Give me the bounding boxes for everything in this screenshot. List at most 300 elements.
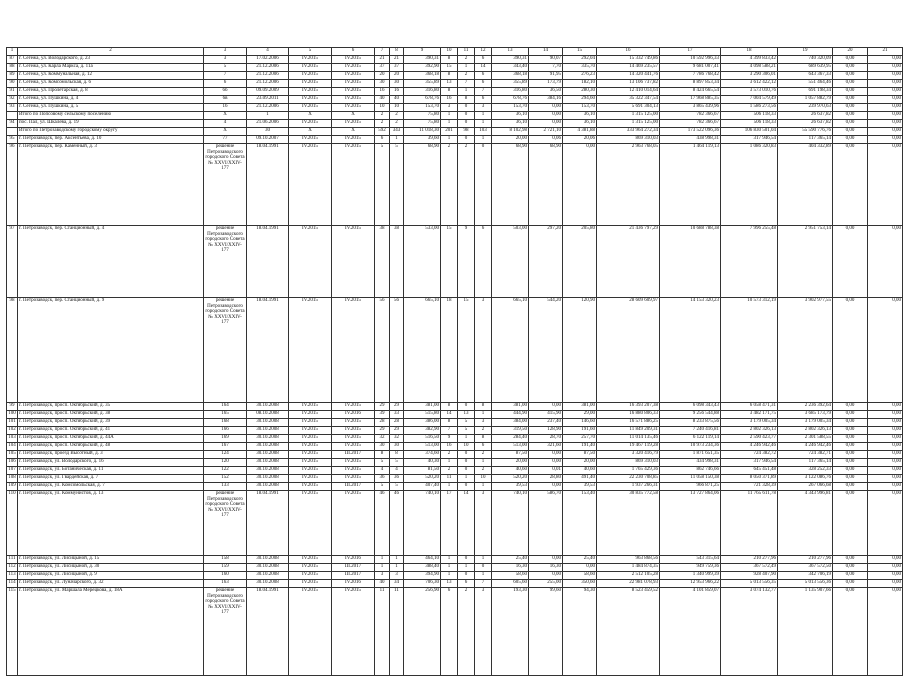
- table-cell: 1: [475, 483, 492, 491]
- table-cell: 110: [7, 491, 18, 556]
- table-cell: 9: [458, 226, 475, 298]
- table-cell: 1: [458, 88, 475, 96]
- table-cell: 392,90: [404, 64, 441, 72]
- table-row: [7, 580, 903, 588]
- table-cell: IV.2015: [332, 459, 375, 467]
- table-cell: 39,60: [404, 136, 441, 144]
- table-cell: IV.2015: [289, 136, 332, 144]
- table-cell: 193,30: [492, 588, 529, 676]
- table-cell: 55 590 776,76: [778, 128, 833, 136]
- table-cell: 14 153 320,23: [660, 298, 721, 403]
- table-cell: 117 365,14: [778, 459, 833, 467]
- table-cell: IV.2015: [289, 580, 332, 588]
- table-row: [7, 427, 903, 435]
- table-cell: IV.2015: [289, 72, 332, 80]
- table-cell: г. Петрозаводск, ул. Лисицыной, д. 30: [18, 564, 204, 572]
- table-cell: 1: [441, 136, 458, 144]
- table-cell: 16: [441, 443, 458, 451]
- table-cell: 386,00: [404, 419, 441, 427]
- table-cell: IV.2015: [289, 572, 332, 580]
- table-cell: 3: [390, 572, 404, 580]
- table-cell: 13: [458, 411, 475, 419]
- table-cell: 30.10.2008: [247, 427, 289, 435]
- table-cell: 87: [7, 56, 18, 64]
- table-cell: 0,00: [868, 128, 903, 136]
- table-cell: 94: [7, 120, 18, 128]
- table-cell: 182,10: [563, 80, 597, 88]
- table-cell: 368,18: [404, 72, 441, 80]
- table-cell: 68,90: [404, 144, 441, 226]
- table-cell: 30.10.2008: [247, 403, 289, 411]
- table-cell: 113: [7, 572, 18, 580]
- table-cell: 1 765 429,36: [597, 467, 660, 475]
- table-cell: 0,00: [833, 72, 868, 80]
- table-cell: 0,00: [868, 427, 903, 435]
- table-cell: 1 464 119,13: [660, 144, 721, 226]
- column-number: 5: [289, 48, 332, 56]
- table-cell: 6: [375, 136, 390, 144]
- table-cell: 16,30: [529, 564, 563, 572]
- table-cell: 333 964 272,34: [597, 128, 660, 136]
- table-cell: 0,00: [529, 403, 563, 411]
- table-cell: 0,00: [529, 120, 563, 128]
- table-cell: 12 410 014,64: [597, 88, 660, 96]
- table-cell: 0,00: [529, 483, 563, 491]
- table-cell: 966 871,25: [660, 483, 721, 491]
- table-cell: 513,00: [492, 443, 529, 451]
- table-cell: 0,00: [833, 88, 868, 96]
- table-row: [7, 112, 903, 120]
- table-cell: 9 681 007,41: [660, 64, 721, 72]
- table-cell: г. Сегежа, ул. Володарского, д. 23: [18, 56, 204, 64]
- table-cell: 93: [7, 104, 18, 112]
- table-cell: 30.10.2008: [247, 556, 289, 564]
- table-cell: 10: [475, 475, 492, 483]
- table-row: [7, 475, 903, 483]
- table-cell: 28 609 609,97: [597, 298, 660, 403]
- table-cell: 169: [204, 435, 247, 443]
- column-number: 7: [375, 48, 390, 56]
- table-cell: 0,00: [868, 56, 903, 64]
- table-cell: 0,00: [868, 136, 903, 144]
- table-cell: 16: [390, 88, 404, 96]
- table-cell: 163: [204, 580, 247, 588]
- table-cell: 15: [458, 298, 475, 403]
- table-cell: 30.10.2008: [247, 483, 289, 491]
- table-cell: 2: [375, 120, 390, 128]
- table-cell: г. Петрозаводск, пер. Станционный, д. 4: [18, 226, 204, 298]
- table-cell: IV.2015: [332, 80, 375, 88]
- table-cell: 665,10: [492, 298, 529, 403]
- table-cell: 297,20: [529, 226, 563, 298]
- table-row: [7, 56, 903, 64]
- table-cell: 407,40: [404, 483, 441, 491]
- table-cell: IV.2015: [289, 467, 332, 475]
- table-cell: 32: [390, 435, 404, 443]
- table-cell: 0,00: [833, 556, 868, 564]
- table-cell: 35 322 347,54: [597, 96, 660, 104]
- table-cell: 10 688 788,38: [660, 226, 721, 298]
- table-cell: 99: [7, 403, 18, 411]
- table-cell: 0,00: [833, 96, 868, 104]
- table-cell: 30: [247, 128, 289, 136]
- table-cell: 30.10.2008: [247, 451, 289, 459]
- table-cell: г. Петрозаводск, просп. Октябрьский, д. 44А: [18, 435, 204, 443]
- table-cell: 2 963 768,05: [597, 144, 660, 226]
- table-cell: 16 880 806,33: [597, 411, 660, 419]
- table-row: [7, 451, 903, 459]
- table-cell: 75,80: [404, 112, 441, 120]
- table-cell: 30: [375, 443, 390, 451]
- table-cell: 7: [441, 427, 458, 435]
- table-cell: 56: [390, 298, 404, 403]
- table-cell: 17 968 885,35: [660, 96, 721, 104]
- table-cell: 10 573 312,19: [721, 298, 778, 403]
- table-row: [7, 80, 903, 88]
- table-cell: 32: [375, 435, 390, 443]
- table-cell: 343,40: [492, 64, 529, 72]
- table-cell: г. Петрозаводск, ул. Комсомольская, д. 7: [18, 483, 204, 491]
- table-cell: IV.2015: [289, 120, 332, 128]
- table-cell: IV.2016: [332, 411, 375, 419]
- table-cell: 14 469 235,57: [597, 64, 660, 72]
- table-cell: 30.10.2008: [247, 435, 289, 443]
- table-cell: 740 320,09: [778, 56, 833, 64]
- table-cell: 678,76: [492, 96, 529, 104]
- table-cell: 173 522 096,36: [660, 128, 721, 136]
- table-cell: 1: [475, 572, 492, 580]
- table-cell: 0,00: [833, 451, 868, 459]
- table-cell: 533,00: [404, 226, 441, 298]
- table-cell: 81,50: [404, 467, 441, 475]
- table-cell: 21 436 797,29: [597, 226, 660, 298]
- table-cell: 58,60: [563, 572, 597, 580]
- table-cell: 10 973 234,36: [660, 443, 721, 451]
- table-cell: 160: [204, 572, 247, 580]
- table-cell: 21.12.2006: [247, 64, 289, 72]
- table-cell: пос. Пал, ул. Шкалева, д. 19: [18, 120, 204, 128]
- table-cell: III.2017: [332, 572, 375, 580]
- table-cell: 25,40: [563, 556, 597, 564]
- table-cell: 1 937 266,31: [597, 483, 660, 491]
- table-cell: 30.10.2008: [247, 580, 289, 588]
- table-cell: 106: [7, 459, 18, 467]
- table-cell: 724 382,71: [778, 451, 833, 459]
- table-cell: 201: [441, 128, 458, 136]
- table-cell: IV.2015: [332, 419, 375, 427]
- table-cell: 384,16: [529, 96, 563, 104]
- table-cell: IV.2015: [332, 467, 375, 475]
- table-cell: 381,00: [492, 403, 529, 411]
- table-cell: 30 835 772,58: [597, 491, 660, 556]
- table-cell: IV.2015: [289, 88, 332, 96]
- table-cell: 782 366,67: [660, 112, 721, 120]
- table-cell: 506 118,33: [721, 120, 778, 128]
- table-cell: 1: [475, 120, 492, 128]
- table-row: [7, 419, 903, 427]
- table-cell: 103: [7, 435, 18, 443]
- table-cell: IV.2015: [332, 64, 375, 72]
- table-row: [7, 144, 903, 226]
- table-cell: IV.2015: [332, 88, 375, 96]
- table-cell: 210 277,96: [778, 556, 833, 564]
- table-cell: 21.12.2006: [247, 72, 289, 80]
- table-cell: 36,50: [529, 88, 563, 96]
- table-cell: IV.2015: [332, 403, 375, 411]
- table-cell: 513,00: [404, 443, 441, 451]
- table-cell: 0,00: [833, 128, 868, 136]
- table-cell: 108: [7, 475, 18, 483]
- table-cell: 29,00: [563, 411, 597, 419]
- table-cell: 503,00: [492, 226, 529, 298]
- table-cell: г. Сегежа, ул. Пушкина, д. 5: [18, 104, 204, 112]
- table-cell: [7, 112, 18, 120]
- table-cell: 665,10: [404, 298, 441, 403]
- table-cell: 30.10.2008: [247, 572, 289, 580]
- table-row: [7, 226, 903, 298]
- table-cell: 101: [7, 419, 18, 427]
- table-cell: 29: [375, 403, 390, 411]
- table-cell: 1: [475, 112, 492, 120]
- table-cell: 321,60: [529, 443, 563, 451]
- table-row: [7, 564, 903, 572]
- table-cell: 10: [390, 104, 404, 112]
- table-cell: 0: [458, 467, 475, 475]
- table-cell: 0: [458, 112, 475, 120]
- table-cell: 7 004 579,49: [721, 96, 778, 104]
- table-cell: IV.2015: [289, 80, 332, 88]
- table-cell: 120: [204, 459, 247, 467]
- table-cell: 11: [390, 588, 404, 676]
- table-cell: 0,00: [833, 104, 868, 112]
- table-cell: 14: [475, 64, 492, 72]
- table-cell: 724 382,72: [721, 451, 778, 459]
- table-cell: 91,95: [529, 72, 563, 80]
- table-cell: 239 970,63: [778, 104, 833, 112]
- table-cell: 0,00: [833, 588, 868, 676]
- table-cell: 29: [390, 403, 404, 411]
- table-cell: 153,70: [404, 104, 441, 112]
- table-cell: 368,18: [492, 72, 529, 80]
- table-cell: 14: [458, 491, 475, 556]
- table-cell: 0,00: [868, 451, 903, 459]
- table-cell: 520,20: [404, 475, 441, 483]
- table-cell: 153,70: [492, 104, 529, 112]
- table-cell: 3 573 010,76: [721, 88, 778, 96]
- table-cell: 350,60: [563, 580, 597, 588]
- table-cell: 0,00: [833, 443, 868, 451]
- table-cell: 0,00: [833, 136, 868, 144]
- table-cell: 18.04.1991: [247, 588, 289, 676]
- table-cell: 390,31: [492, 56, 529, 64]
- table-cell: Итого по Петрозаводскому городскому округу: [18, 128, 204, 136]
- table-cell: 122: [204, 467, 247, 475]
- table-cell: г. Сегежа, ул. Коммунальная, д. 12: [18, 72, 204, 80]
- table-cell: 0,00: [868, 88, 903, 96]
- table-cell: 0,00: [529, 104, 563, 112]
- table-cell: 0,00: [833, 64, 868, 72]
- table-cell: 3 290 306,01: [721, 72, 778, 80]
- table-cell: 0,00: [833, 483, 868, 491]
- column-number-row: [7, 48, 903, 56]
- column-number: 16: [597, 48, 660, 56]
- table-cell: Х: [204, 112, 247, 120]
- table-cell: 36,10: [563, 120, 597, 128]
- table-cell: 8: [390, 451, 404, 459]
- table-cell: решение Петрозаводского городского Совета № XXVI/XXIV-177: [204, 298, 247, 403]
- table-cell: 0,00: [833, 459, 868, 467]
- table-cell: 17.02.2006: [247, 56, 289, 64]
- table-cell: 438 998,31: [660, 136, 721, 144]
- table-row: [7, 120, 903, 128]
- table-cell: 5: [458, 427, 475, 435]
- table-row: [7, 435, 903, 443]
- table-cell: 1: [441, 564, 458, 572]
- table-cell: 0,00: [833, 120, 868, 128]
- table-cell: 678,76: [404, 96, 441, 104]
- table-cell: 11: [441, 475, 458, 483]
- table-cell: 415,90: [529, 411, 563, 419]
- table-cell: 28: [390, 419, 404, 427]
- table-cell: IV.2015: [289, 475, 332, 483]
- table-cell: 316,80: [404, 88, 441, 96]
- table-cell: 4: [375, 467, 390, 475]
- table-cell: 0,00: [868, 104, 903, 112]
- table-cell: 8: [458, 96, 475, 104]
- table-cell: 1: [441, 556, 458, 564]
- table-cell: 5: [458, 419, 475, 427]
- column-number: 13: [492, 48, 529, 56]
- table-cell: 102: [7, 427, 18, 435]
- table-cell: 280,30: [563, 88, 597, 96]
- table-cell: 2 721,10: [529, 128, 563, 136]
- table-cell: 2 301 588,55: [778, 435, 833, 443]
- table-cell: 390,31: [404, 56, 441, 64]
- table-cell: 40,60: [492, 467, 529, 475]
- table-cell: 0,00: [868, 572, 903, 580]
- table-cell: 0,01: [529, 467, 563, 475]
- table-cell: 11 058 150,38: [660, 475, 721, 483]
- table-cell: 5: [204, 64, 247, 72]
- table-cell: 90: [7, 80, 18, 88]
- table-cell: 18: [441, 298, 458, 403]
- table-cell: IV.2015: [289, 411, 332, 419]
- table-cell: 16 571 886,25: [597, 419, 660, 427]
- table-cell: 0,00: [833, 572, 868, 580]
- table-cell: 18.04.1991: [247, 226, 289, 298]
- table-cell: 1: [247, 112, 289, 120]
- table-cell: Х: [332, 112, 375, 120]
- table-cell: 210 277,96: [721, 556, 778, 564]
- table-cell: 18.04.1991: [247, 144, 289, 226]
- table-cell: 5 691 304,13: [597, 104, 660, 112]
- table-cell: 112: [7, 564, 18, 572]
- table-cell: 68,90: [529, 144, 563, 226]
- table-cell: 2: [475, 467, 492, 475]
- table-cell: 0,00: [868, 419, 903, 427]
- table-cell: 21.12.2006: [247, 80, 289, 88]
- table-cell: 0,00: [529, 556, 563, 564]
- table-cell: 7: [204, 72, 247, 80]
- table-cell: 30: [375, 80, 390, 88]
- table-cell: 13 106 737,82: [597, 80, 660, 88]
- table-cell: 520,20: [492, 475, 529, 483]
- table-cell: 394,90: [404, 572, 441, 580]
- table-cell: г. Петрозаводск, просп. Октябрьский, д. 39: [18, 419, 204, 427]
- table-cell: 8: [475, 435, 492, 443]
- table-cell: 21.06.2006: [247, 120, 289, 128]
- table-cell: 88: [7, 64, 18, 72]
- table-cell: 0,00: [833, 475, 868, 483]
- table-cell: 1 315 125,00: [597, 120, 660, 128]
- table-cell: 592: [375, 128, 390, 136]
- table-cell: IV.2015: [289, 564, 332, 572]
- table-cell: 0,00: [833, 580, 868, 588]
- table-cell: 586,70: [529, 491, 563, 556]
- table-cell: 0,00: [868, 580, 903, 588]
- table-cell: [7, 128, 18, 136]
- table-cell: решение Петрозаводского городского Совета № XXVI/XXIV-177: [204, 226, 247, 298]
- table-cell: 68,90: [492, 144, 529, 226]
- table-cell: 515,80: [404, 411, 441, 419]
- table-cell: IV.2015: [332, 96, 375, 104]
- table-row: [7, 403, 903, 411]
- table-cell: 691 198,34: [778, 88, 833, 96]
- table-row: [7, 491, 903, 556]
- table-cell: 2: [441, 451, 458, 459]
- table-cell: IV.2015: [289, 226, 332, 298]
- table-cell: IV.2015: [332, 475, 375, 483]
- table-cell: 6: [475, 56, 492, 64]
- table-cell: г. Петрозаводск, ул. Гвардейская, д. 7: [18, 475, 204, 483]
- table-cell: 0: [458, 459, 475, 467]
- table-cell: 1 057 882,79: [778, 96, 833, 104]
- table-cell: 30.10.2008: [247, 467, 289, 475]
- table-cell: 36: [375, 475, 390, 483]
- table-cell: г. Петрозаводск, ул. Коммунистов, д. 13: [18, 491, 204, 556]
- table-cell: 0,00: [868, 467, 903, 475]
- table-cell: 491,40: [563, 475, 597, 483]
- table-cell: 98: [7, 298, 18, 403]
- table-cell: 317 946,54: [721, 459, 778, 467]
- table-cell: 8: [375, 451, 390, 459]
- table-cell: 1: [375, 564, 390, 572]
- table-cell: 103: [475, 128, 492, 136]
- column-number: 1: [7, 48, 18, 56]
- table-cell: 284,40: [492, 435, 529, 443]
- table-cell: 388,40: [404, 564, 441, 572]
- table-cell: 15: [441, 226, 458, 298]
- table-cell: 21.12.2006: [247, 104, 289, 112]
- table-cell: 30.10.2008: [247, 564, 289, 572]
- table-cell: 444,90: [492, 411, 529, 419]
- table-row: [7, 556, 903, 564]
- table-cell: 152: [204, 475, 247, 483]
- table-cell: 1: [441, 459, 458, 467]
- table-cell: 46: [375, 491, 390, 556]
- table-cell: IV.2015: [289, 298, 332, 403]
- table-cell: 0,00: [529, 451, 563, 459]
- table-cell: 36,10: [563, 112, 597, 120]
- table-cell: 13: [441, 580, 458, 588]
- table-cell: 3 122 086,76: [778, 475, 833, 483]
- column-number: 8: [390, 48, 404, 56]
- table-row: [7, 128, 903, 136]
- table-cell: 28: [375, 419, 390, 427]
- housing-program-table: [6, 47, 903, 676]
- table-cell: 191,40: [563, 443, 597, 451]
- table-cell: 381,00: [563, 403, 597, 411]
